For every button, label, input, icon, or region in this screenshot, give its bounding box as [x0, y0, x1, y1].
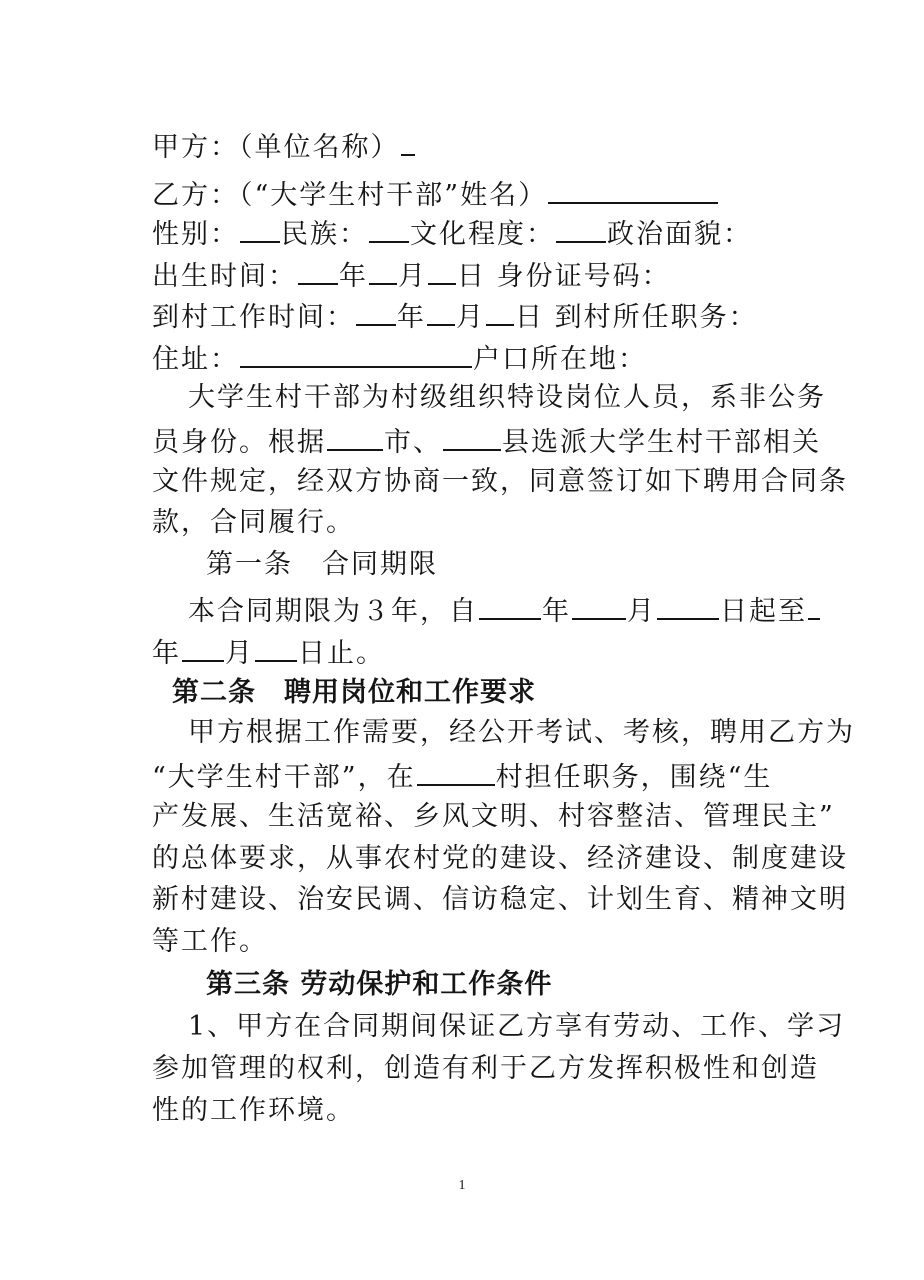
article-2-line-3: 产发展、生活宽裕、乡风文明、村容整洁、管理民主”: [152, 801, 835, 832]
city-blank: [327, 423, 383, 451]
article-3-line-2: 参加管理的权利，创造有利于乙方发挥积极性和创造: [152, 1053, 819, 1084]
article-text: 村担任职务，围绕“生: [495, 762, 773, 793]
intro-text: 县选派大学生村干部相关: [502, 427, 821, 458]
day-label: 日: [457, 261, 486, 292]
article-3-line-1: 1、甲方在合同期间保证乙方享有劳动、工作、学习: [188, 1011, 846, 1042]
year-label: 年: [397, 302, 426, 333]
party-a-blank: [401, 128, 415, 156]
address-blank: [240, 340, 472, 368]
article-text: 日起至: [720, 596, 807, 627]
article-2-title: 第二条 聘用岗位和工作要求: [172, 677, 536, 708]
intro-line-4: 款，合同履行。: [152, 507, 355, 538]
day-label: 日: [515, 302, 544, 333]
arrival-label: 到村工作时间：: [152, 302, 355, 333]
education-blank: [556, 215, 606, 243]
article-1-line-2: [152, 634, 385, 671]
article-2-line-6: 等工作。: [152, 926, 268, 957]
start-month-blank: [572, 592, 626, 620]
article-text: 年: [542, 596, 571, 627]
article-2-line-4: 的总体要求，从事农村党的建设、经济建设、制度建设: [152, 843, 848, 874]
article-text: 年: [152, 638, 181, 669]
arrival-year-blank: [356, 298, 396, 326]
start-day-blank: [657, 592, 719, 620]
end-blank: [808, 592, 820, 620]
id-number-label: 身份证号码：: [496, 261, 671, 292]
article-2-line-2: [152, 758, 772, 795]
position-label: 到村所任职务：: [554, 302, 758, 333]
birth-line: [152, 257, 671, 294]
party-a-label: 甲方：（单位名称）: [152, 132, 400, 163]
article-2-line-1: 甲方根据工作需要，经公开考试、考核，聘用乙方为: [188, 717, 855, 748]
gender-line: [152, 215, 752, 252]
intro-line-3: 文件规定，经双方协商一致，同意签订如下聘用合同条: [152, 466, 848, 497]
article-2-line-5: 新村建设、治安民调、信访稳定、计划生育、精神文明: [152, 884, 848, 915]
month-label: 月: [398, 261, 427, 292]
hukou-label: 户口所在地：: [473, 344, 647, 375]
end-day-blank: [255, 634, 297, 662]
end-month-blank: [182, 634, 224, 662]
arrival-line: [152, 298, 758, 335]
birth-day-blank: [428, 257, 456, 285]
address-label: 住址：: [152, 344, 239, 375]
article-1-line-1: [188, 592, 821, 629]
article-text: 日止。: [298, 638, 385, 669]
birth-year-blank: [298, 257, 338, 285]
intro-line-2: [152, 423, 821, 460]
intro-line-1: 大学生村干部为村级组织特设岗位人员，系非公务: [188, 382, 826, 413]
article-3-line-3: 性的工作环境。: [152, 1095, 355, 1126]
party-a-line: [152, 128, 416, 165]
birth-month-blank: [369, 257, 397, 285]
party-b-blank: [548, 176, 718, 204]
gender-blank: [240, 215, 280, 243]
intro-text: 市、: [384, 427, 442, 458]
political-label: 政治面貌：: [607, 219, 752, 250]
address-line: [152, 340, 647, 377]
article-1-title: 第一条 合同期限: [206, 549, 438, 580]
article-3-title: 第三条 劳动保护和工作条件: [206, 969, 553, 1000]
month-label: 月: [456, 302, 485, 333]
party-b-line: [152, 176, 719, 213]
party-b-label: 乙方：（“大学生村干部”姓名）: [152, 180, 548, 211]
county-blank: [443, 423, 501, 451]
start-year-blank: [479, 592, 541, 620]
arrival-day-blank: [486, 298, 514, 326]
article-text: 月: [225, 638, 254, 669]
village-blank: [417, 758, 495, 786]
article-text: 月: [627, 596, 656, 627]
ethnicity-blank: [369, 215, 409, 243]
year-label: 年: [339, 261, 368, 292]
birth-label: 出生时间：: [152, 261, 297, 292]
intro-text: 员身份。根据: [152, 427, 326, 458]
ethnicity-label: 民族：: [281, 219, 368, 250]
gender-label: 性别：: [152, 219, 239, 250]
education-label: 文化程度：: [410, 219, 555, 250]
page-number: 1: [458, 1178, 466, 1193]
article-text: “大学生村干部”，在: [152, 762, 416, 793]
article-text: 本合同期限为３年，自: [188, 596, 478, 627]
arrival-month-blank: [427, 298, 455, 326]
